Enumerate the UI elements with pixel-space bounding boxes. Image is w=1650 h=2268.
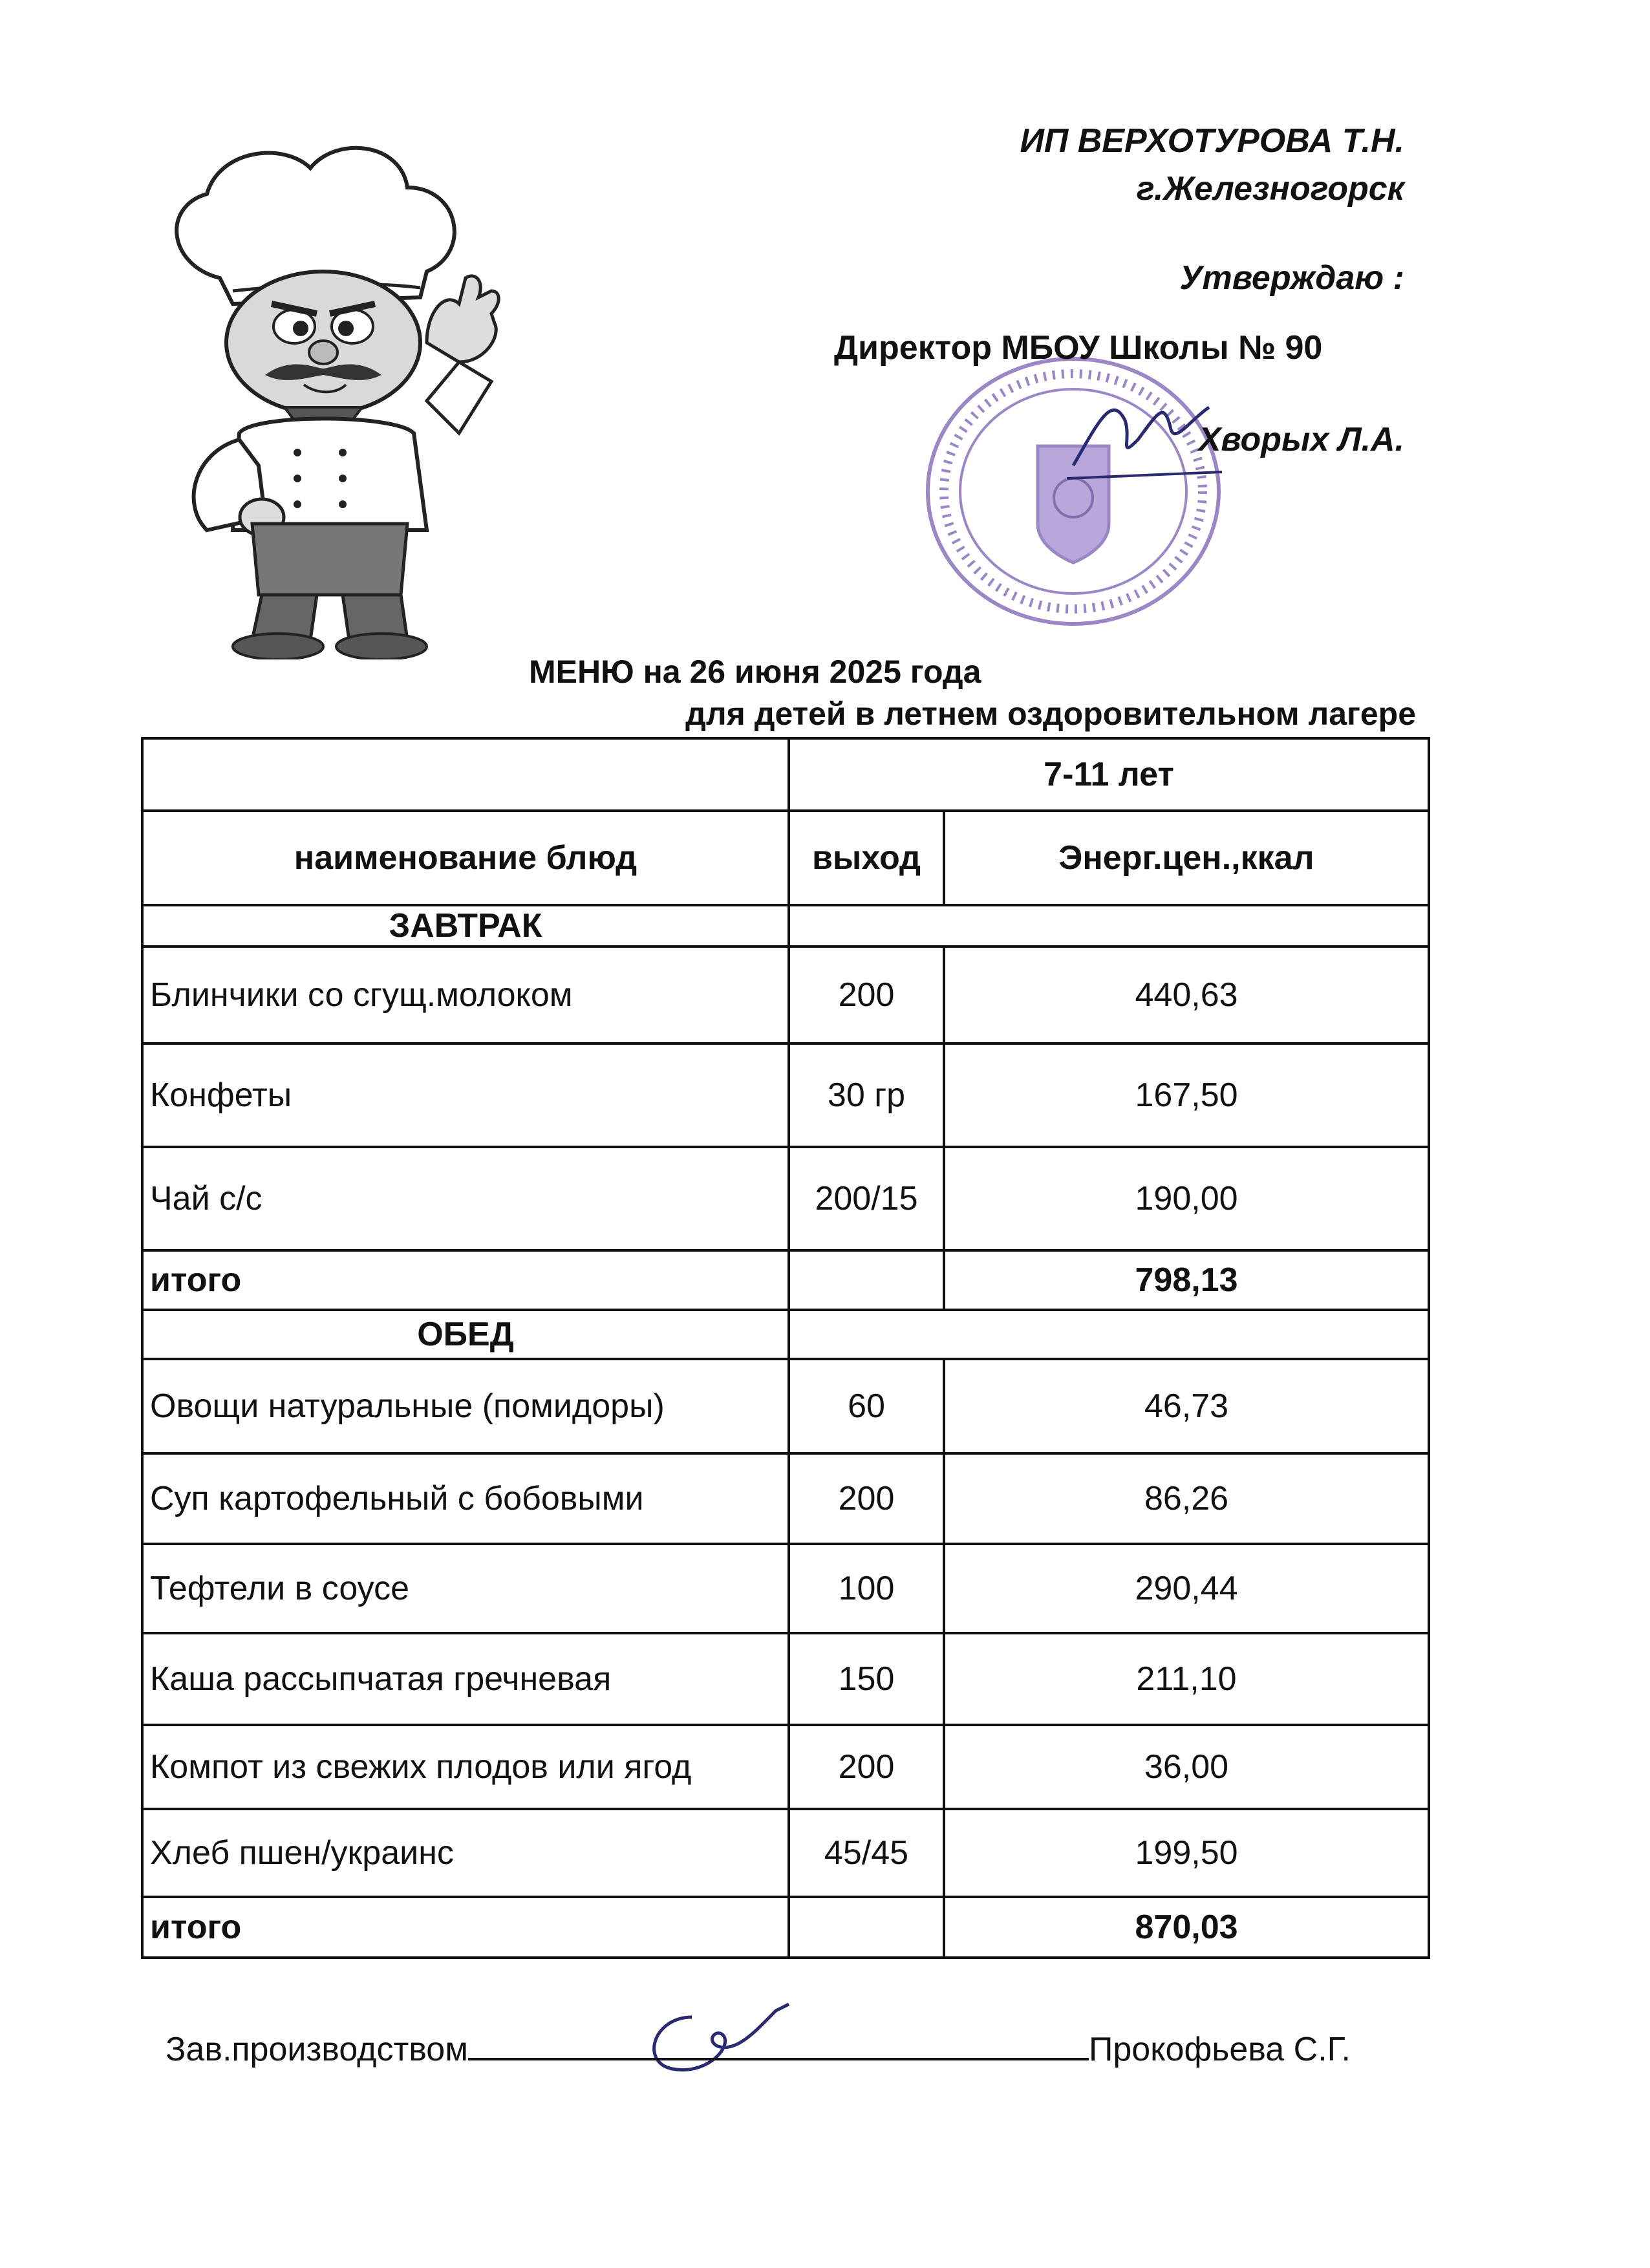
dish-kcal: 167,50 xyxy=(944,1043,1429,1147)
total-label: итого xyxy=(142,1897,789,1958)
footer-signature-line xyxy=(166,2030,1351,2069)
dish-kcal: 211,10 xyxy=(944,1633,1429,1725)
dish-name: Каша рассыпчатая гречневая xyxy=(142,1633,789,1725)
footer-position: Зав.производством xyxy=(166,2031,468,2068)
dish-kcal: 190,00 xyxy=(944,1147,1429,1250)
city: г.Железногорск xyxy=(1136,170,1404,208)
section-row-breakfast xyxy=(142,905,1429,947)
dish-portion: 200 xyxy=(789,947,944,1043)
column-header-kcal: Энерг.цен.,ккал xyxy=(944,811,1429,905)
table-row xyxy=(142,1453,1429,1544)
company-name: ИП ВЕРХОТУРОВА Т.Н. xyxy=(1020,122,1404,160)
table-row xyxy=(142,1544,1429,1633)
section-label: ЗАВТРАК xyxy=(142,905,789,947)
section-row-lunch xyxy=(142,1310,1429,1359)
signer-name: Хворых Л.А. xyxy=(1198,421,1404,458)
table-row xyxy=(142,1725,1429,1809)
dish-name: Тефтели в соусе xyxy=(142,1544,789,1633)
table-row xyxy=(142,1043,1429,1147)
dish-kcal: 36,00 xyxy=(944,1725,1429,1809)
column-header-portion: выход xyxy=(789,811,944,905)
dish-portion: 150 xyxy=(789,1633,944,1725)
age-group-header: 7-11 лет xyxy=(789,738,1429,811)
chef-illustration xyxy=(123,129,537,659)
menu-table xyxy=(141,737,1430,1959)
table-cell-empty xyxy=(789,1310,1429,1359)
dish-name: Хлеб пшен/украинс xyxy=(142,1809,789,1897)
table-cell-empty xyxy=(789,905,1429,947)
table-cell-empty xyxy=(142,738,789,811)
dish-portion: 200/15 xyxy=(789,1147,944,1250)
dish-portion: 45/45 xyxy=(789,1809,944,1897)
dish-portion: 200 xyxy=(789,1453,944,1544)
dish-kcal: 199,50 xyxy=(944,1809,1429,1897)
dish-kcal: 440,63 xyxy=(944,947,1429,1043)
table-header-row xyxy=(142,811,1429,905)
table-cell-empty xyxy=(789,1897,944,1958)
dish-kcal: 86,26 xyxy=(944,1453,1429,1544)
total-kcal: 798,13 xyxy=(944,1250,1429,1310)
total-label: итого xyxy=(142,1250,789,1310)
total-row-breakfast xyxy=(142,1250,1429,1310)
dish-name: Блинчики со сгущ.молоком xyxy=(142,947,789,1043)
table-row xyxy=(142,1147,1429,1250)
table-row xyxy=(142,738,1429,811)
menu-subtitle: для детей в летнем оздоровительном лагере xyxy=(685,696,1416,732)
director-title: Директор МБОУ Школы № 90 xyxy=(834,329,1323,367)
dish-portion: 30 гр xyxy=(789,1043,944,1147)
footer-name: Прокофьева С.Г. xyxy=(1088,2031,1351,2068)
dish-name: Овощи натуральные (помидоры) xyxy=(142,1359,789,1453)
table-cell-empty xyxy=(789,1250,944,1310)
approve-label: Утверждаю : xyxy=(1179,259,1404,297)
table-row xyxy=(142,1359,1429,1453)
dish-kcal: 290,44 xyxy=(944,1544,1429,1633)
dish-name: Чай с/с xyxy=(142,1147,789,1250)
dish-portion: 60 xyxy=(789,1359,944,1453)
table-row xyxy=(142,1633,1429,1725)
total-row-lunch xyxy=(142,1897,1429,1958)
dish-kcal: 46,73 xyxy=(944,1359,1429,1453)
menu-title: МЕНЮ на 26 июня 2025 года xyxy=(529,654,981,690)
column-header-name: наименование блюд xyxy=(142,811,789,905)
dish-name: Суп картофельный с бобовыми xyxy=(142,1453,789,1544)
dish-portion: 100 xyxy=(789,1544,944,1633)
section-label: ОБЕД xyxy=(142,1310,789,1359)
total-kcal: 870,03 xyxy=(944,1897,1429,1958)
dish-name: Конфеты xyxy=(142,1043,789,1147)
table-row xyxy=(142,947,1429,1043)
signature-line xyxy=(468,2032,1089,2060)
table-row xyxy=(142,1809,1429,1897)
dish-portion: 200 xyxy=(789,1725,944,1809)
dish-name: Компот из свежих плодов или ягод xyxy=(142,1725,789,1809)
